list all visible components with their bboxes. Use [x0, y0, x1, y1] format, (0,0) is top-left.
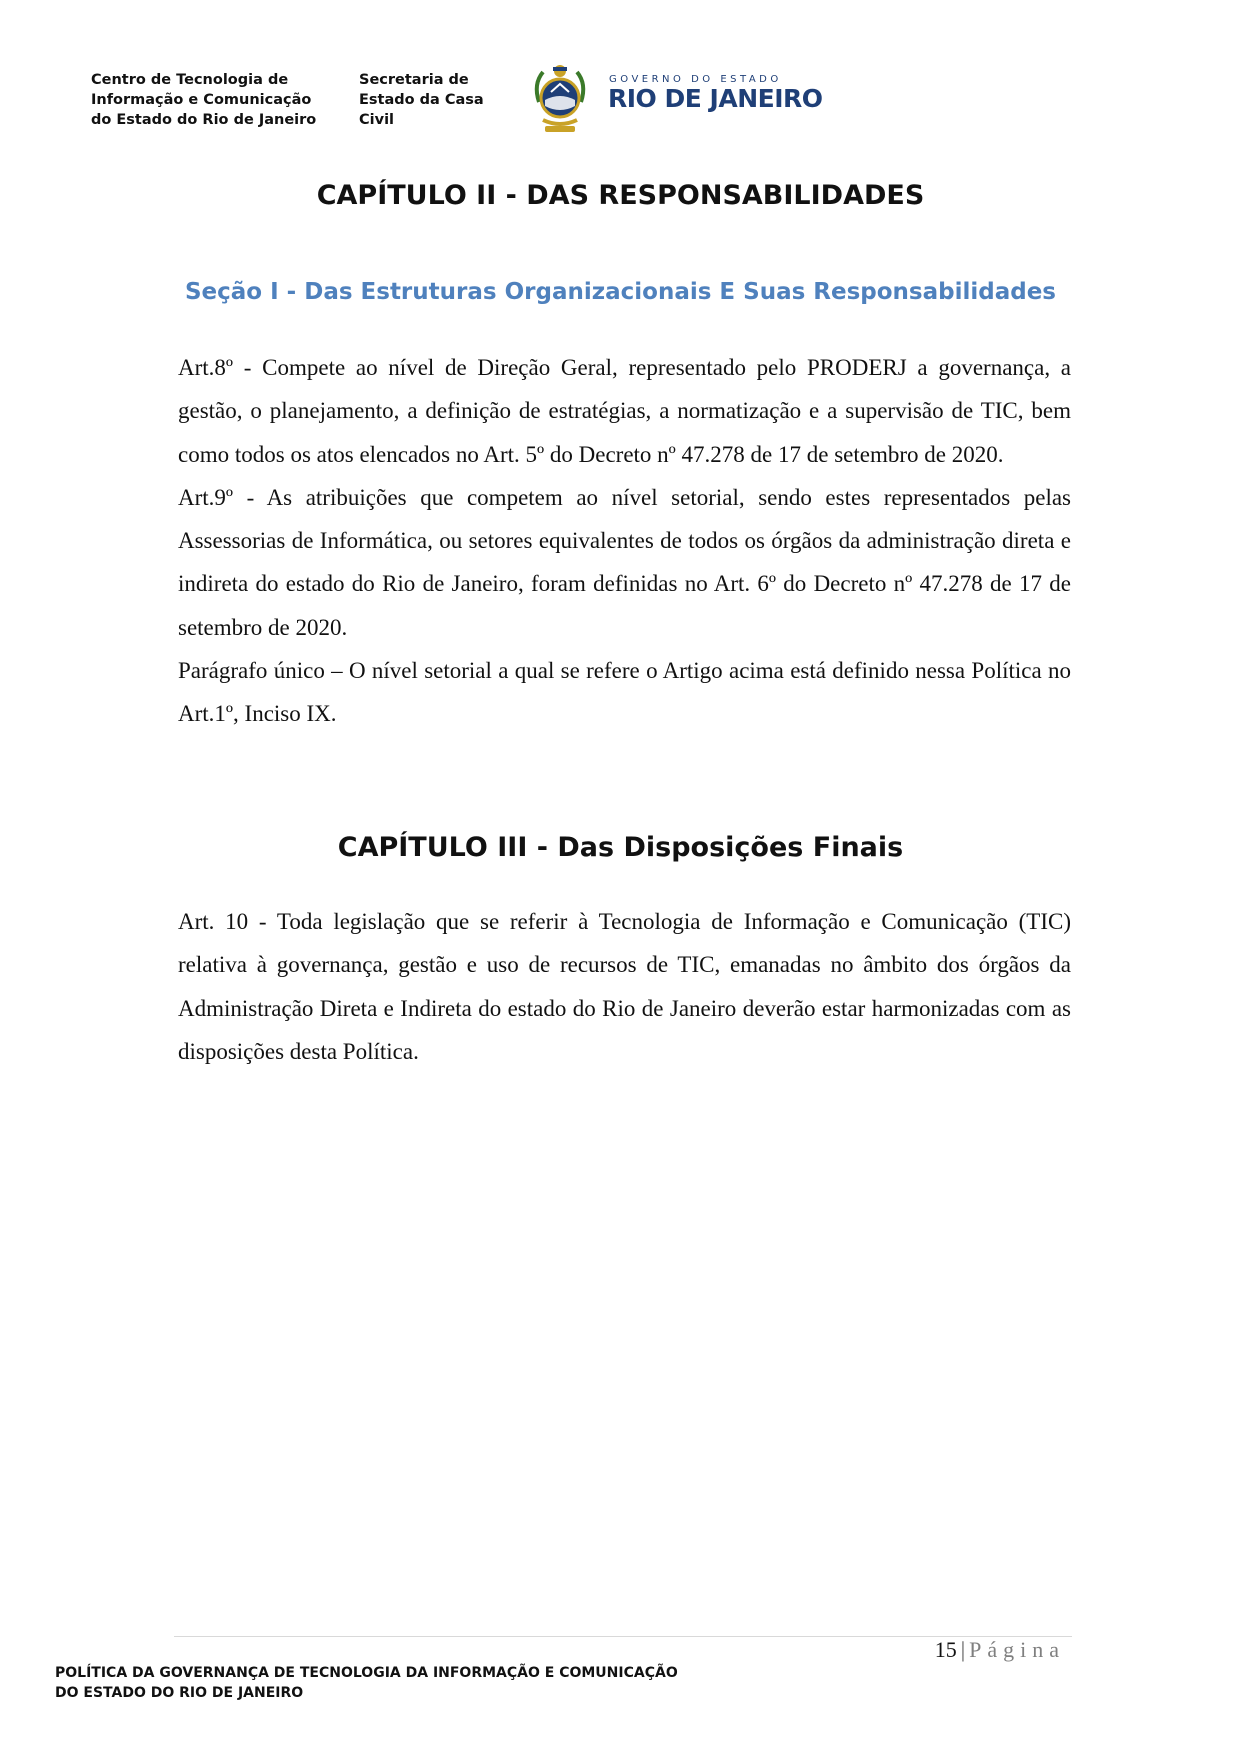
chapter-2-title: CAPÍTULO II - DAS RESPONSABILIDADES: [316, 180, 925, 211]
page-number-separator: |: [960, 1637, 966, 1662]
article-8-paragraph: Art.8º - Compete ao nível de Direção Geral, representado pelo PRODERJ a governança, a gestão, o planejamento, a definição de estratégias, a normatização e a supervisão de TIC, bem como todos os atos elencados no Art. 5º do Decreto nº 47.278 de 17 de setembro de 2020.: [178, 355, 1071, 467]
page-number-value: 15: [934, 1637, 957, 1662]
section-1-title: Seção I - Das Estruturas Organizacionais E Suas Responsabilidades: [184, 279, 1056, 305]
footer-line: DO ESTADO DO RIO DE JANEIRO: [55, 1685, 304, 1701]
org-name-line: Estado da Casa: [359, 92, 484, 108]
page-number: [935, 1637, 1065, 1663]
logo-title: RIO DE JANEIRO: [608, 84, 823, 113]
org-name-line: Secretaria de: [359, 72, 469, 88]
org-name-secretaria: [359, 70, 509, 130]
article-10-paragraph: Art. 10 - Toda legislação que se referir à Tecnologia de Informação e Comunicação (TIC) relativa à governança, gestão e uso de recursos de TIC, emanadas no âmbito dos órgãos da Administração Direta e Indireta do estado do Rio de Janeiro deverão estar harmonizadas com as disposições desta Política.: [178, 909, 1071, 1064]
government-logo: [529, 62, 829, 138]
chapter-2-body: [178, 346, 1071, 736]
chapter-3-title: CAPÍTULO III - Das Disposições Finais: [337, 832, 904, 863]
page-label: Página: [969, 1637, 1065, 1662]
org-name-line: do Estado do Rio de Janeiro: [91, 112, 317, 128]
chapter-3-body: [178, 900, 1071, 1073]
footer-document-title: [55, 1663, 678, 1703]
sole-paragraph: Parágrafo único – O nível setorial a qual se refere o Artigo acima está definido nessa Política no Art.1º, Inciso IX.: [178, 658, 1071, 727]
footer-line: POLÍTICA DA GOVERNANÇA DE TECNOLOGIA DA INFORMAÇÃO E COMUNICAÇÃO: [55, 1665, 678, 1681]
org-name-ctic: [91, 70, 341, 130]
rio-de-janeiro-coat-of-arms-icon: [529, 62, 591, 138]
page-header: [91, 70, 991, 140]
org-name-line: Civil: [359, 112, 395, 128]
logo-subtitle: GOVERNO DO ESTADO: [609, 74, 782, 85]
org-name-line: Informação e Comunicação: [91, 92, 312, 108]
article-9-paragraph: Art.9º - As atribuições que competem ao nível setorial, sendo estes representados pelas Assessorias de Informática, ou setores equivalentes de todos os órgãos da administração direta e indireta do estado do Rio de Janeiro, foram definidas no Art. 6º do Decreto nº 47.278 de 17 de setembro de 2020.: [178, 484, 1071, 640]
org-name-line: Centro de Tecnologia de: [91, 72, 289, 88]
